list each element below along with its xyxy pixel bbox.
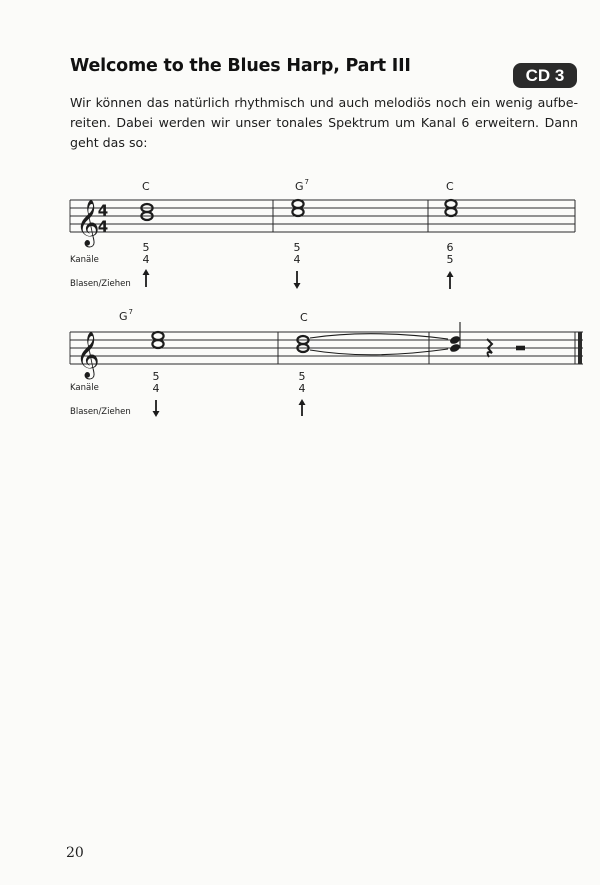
time-signature-bottom: 4 xyxy=(97,217,109,236)
arrow-up-icon xyxy=(447,271,454,289)
arrow-up-icon xyxy=(299,399,306,416)
chord-superscript: 7 xyxy=(304,178,309,186)
channel-number: 6 xyxy=(446,241,454,254)
chord-superscript: 7 xyxy=(128,308,133,316)
channel-number: 5 xyxy=(298,370,306,383)
channels-label: Kanäle xyxy=(70,383,99,393)
chord-symbol xyxy=(119,308,133,323)
channel-number: 4 xyxy=(293,253,301,266)
chord-root: C xyxy=(142,180,150,193)
note-chord xyxy=(292,200,303,216)
cd-track-badge: CD 3 xyxy=(513,63,577,88)
note-chord xyxy=(445,200,456,216)
treble-clef-icon: 𝄞 xyxy=(76,200,100,246)
direction-label: Blasen/Ziehen xyxy=(70,407,131,417)
page-number: 20 xyxy=(66,845,84,861)
chord-symbol xyxy=(295,178,309,193)
channel-number: 4 xyxy=(298,382,306,395)
half-rest-icon xyxy=(516,346,525,351)
channel-number: 4 xyxy=(152,382,160,395)
chord-symbol xyxy=(142,180,150,193)
chord-root: C xyxy=(300,311,308,324)
chord-root: C xyxy=(446,180,454,193)
chord-symbol xyxy=(446,180,454,193)
channel-number: 4 xyxy=(142,253,150,266)
chord-root: G xyxy=(295,180,304,193)
arrow-down-icon xyxy=(294,271,301,289)
page-title: Welcome to the Blues Harp, Part III xyxy=(70,56,411,76)
direction-label: Blasen/Ziehen xyxy=(70,279,131,289)
channel-number: 5 xyxy=(446,253,454,266)
intro-line-1: Wir können das natürlich rhythmisch und auch melodiös noch ein wenig aufbe- xyxy=(70,95,578,110)
chord-root: G xyxy=(119,310,128,323)
staff-system-2 xyxy=(70,308,583,417)
chord-symbol xyxy=(300,311,308,324)
tie xyxy=(310,334,448,355)
time-signature xyxy=(98,202,108,236)
treble-clef-icon: 𝄞 xyxy=(76,332,100,378)
time-signature-top: 4 xyxy=(97,201,109,220)
note-chord xyxy=(449,322,461,353)
channel-number: 5 xyxy=(142,241,150,254)
staff-system-1 xyxy=(70,178,575,289)
channels-label: Kanäle xyxy=(70,255,99,265)
channel-number: 5 xyxy=(293,241,301,254)
channel-number: 5 xyxy=(152,370,160,383)
note-chord xyxy=(297,336,308,352)
note-chord xyxy=(141,204,152,220)
intro-line-2: reiten. Dabei werden wir unser tonales Spektrum um Kanal 6 erweitern. Dann xyxy=(70,115,578,130)
intro-line-3: geht das so: xyxy=(70,135,148,150)
arrow-down-icon xyxy=(153,400,160,417)
note-chord xyxy=(152,332,163,348)
staff-lines xyxy=(70,332,583,364)
arrow-up-icon xyxy=(143,269,150,287)
